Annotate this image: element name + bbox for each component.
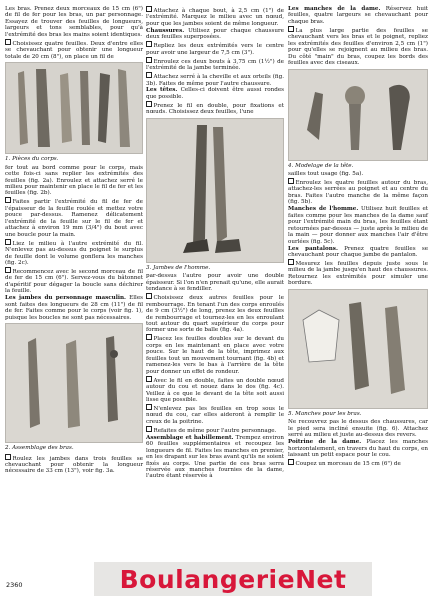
paragraph: Prenez le fil en double, pour fixations et nœuds. Choisissez deux feuilles, l'une — [146, 102, 284, 116]
figure-5-caption: 5. Manches pour les bras. — [288, 410, 362, 417]
paragraph: Celles-ci doivent être aussi rondes que possible. — [146, 87, 284, 100]
paragraph: La plus large partie des feuilles se chevauchant vers les bras et le poignet, repliez les extrémités des feuilles d'environ 2,5 cm (1") pour qu'elles se rejoignent au milieu des bras. Du côté "main" du bras, coupez les bords des feuilles avec des ciseaux. — [288, 27, 428, 67]
watermark-text: BoulangerieNet — [119, 564, 347, 594]
paragraph: Trempez environ 60 feuilles supplémentaires et recoupez les longueurs de fil. Faites les manches en premier, en les drapant sur les bras avant qu'ils ne soient fixés au corps. Une partie de ces bras serra réservée aux manches fournies de la dame, l'autre étant réservée à — [146, 434, 284, 480]
paragraph: Prenez quatre feuilles se chevauchant pour chaque jambe de pantalon. — [288, 245, 429, 259]
head-modelling-illustration — [289, 70, 428, 160]
checkbox-icon — [5, 39, 11, 45]
checkbox-icon — [5, 267, 11, 273]
text-column-left — [5, 6, 143, 475]
paragraph: Refaites de même pour l'autre personnage. — [153, 427, 277, 434]
paragraph: Recommencez avec le second morceau de fil de fer de 15 cm (6"). Servez-vous du bâtonnet d'apéritif pour dégager la boucle sans déchirer la feuille. — [5, 268, 143, 295]
paragraph: Coupez un morceau de 15 cm (6") de — [295, 461, 401, 467]
paragraph: Réservez huit feuilles, quatre largeurs se chevauchant pour chaque bras. — [288, 6, 428, 25]
section-heading: Les jambes du personnage masculin. — [5, 295, 127, 302]
section-heading: Les pantalons. — [288, 245, 338, 252]
paragraph: Placez les feuilles doubles sur le devant du corps en les maintenant en place avec votre pouce. Sur le haut de la tête, imprimez aux feuilles tout un mouvement tournant (fig. 4b) et ramenez-les vers le bas à l'arrière de la tête pour donner un effet de rondeur. — [146, 336, 284, 375]
paragraph: Elles sont faites des longueurs de 28 cm (11") de fil de fer. Faites comme pour le corps (voir fig. 1), puisque les boucles ne sont pas nécessaires. — [5, 295, 144, 321]
figure-1-caption: 1. Pièces du corps. — [5, 156, 59, 163]
sleeves-illustration — [289, 290, 428, 408]
paragraph: Utilisez huit feuilles et faites comme pour les manches de la dame sauf pour l'extrémité main du bras, les feuilles étant retournées par-dessus — juste après le milieu de la main — pour donner aux manches l'air d'être ourlées (fig. 5c). — [288, 206, 429, 245]
checkbox-icon — [146, 101, 152, 107]
arm-assembly-illustration — [6, 324, 143, 442]
man-legs-illustration — [147, 119, 284, 262]
figure-3-caption: 3. Jambes de l'homme. — [146, 264, 211, 271]
checkbox-icon — [146, 293, 152, 299]
paragraph: Repliez les deux extrémités vers le centre pour avoir une largeur de 7,5 cm (3"). — [146, 43, 284, 56]
checkbox-icon — [146, 376, 152, 382]
paragraph: Liez le milieu à l'autre extrémité du fil. N'enlevez pas au-dessus du poignet le surplus de feuille dont le volume gonflera les manches (fig. 2c). — [5, 240, 143, 266]
section-heading: Les manches de la dame. — [288, 6, 381, 12]
checkbox-icon — [288, 26, 294, 32]
figure-5-photo — [288, 289, 428, 409]
paragraph: fer tout au bord comme pour le corps, mais cette fois-ci sans replier les extrémités des feuilles (fig. 2a). Enroulez et attachez serré le milieu pour maintenir en place le fil de fer et les feuilles (fig. 2b). — [5, 164, 143, 197]
checkbox-icon — [5, 454, 11, 460]
text-column-right — [288, 6, 428, 468]
watermark-logo — [94, 562, 372, 596]
section-heading: Les têtes. — [146, 87, 178, 94]
checkbox-icon — [146, 72, 152, 78]
checkbox-icon — [5, 197, 11, 203]
paragraph: Ne recouvrez pas le dessus des chaussures, car le pied sera incliné ensuite (fig. 6). Attachez serré au milieu et juste au-dessus des revers. — [288, 419, 428, 439]
paragraph: sailles tout usage (fig. 5a). — [288, 171, 364, 178]
paragraph: Enroulez les quatre feuilles autour du bras, attachez-les serrées au poignet et au centre du bras. Faites l'autre manche de la même façon (fig. 5b). — [288, 180, 428, 206]
figure-1-photo — [5, 62, 143, 154]
paragraph: Placez les manches horizontalement, en travers du haut du corps, en laissant un petit espace pour le cou. — [288, 439, 428, 459]
checkbox-icon — [146, 334, 152, 340]
checkbox-icon — [146, 404, 152, 410]
section-heading: Manches de l'homme. — [288, 206, 359, 213]
paragraph: Attachez à chaque bout, à 2,5 cm (1") de l'extrémité. Marquez le milieu avec un nœud, pour que les jambes soient de même longueur. — [146, 8, 284, 27]
paragraph: Enroulez ces deux bouts à 3,75 cm (1½") de l'extrémité de la jambe terminée. — [146, 58, 284, 72]
paragraph: Utilisez pour chaque chaussure deux feuilles superposées. — [146, 27, 284, 41]
section-heading: Chaussures. — [146, 27, 185, 34]
paragraph: Faites partir l'extrémité du fil de fer de l'épaisseur de la feuille roulée et mettez votre pouce par-dessus. Ramenez délicatement l'extrémité de la feuille sur le fil de fer et attachez à environ 19 mm (3/4") du bout avec une boucle pour la main. — [5, 199, 143, 238]
checkbox-icon — [288, 259, 294, 265]
figure-4-photo — [288, 69, 428, 161]
figure-4-caption: 4. Modelage de la tête. — [288, 162, 354, 169]
paragraph: Mesurez les feuilles depuis juste sous le milieu de la jambe jusqu'en haut des chaussures. Retournez les extrémités pour simuler une bordure. — [288, 260, 428, 287]
paragraph: N'enlevez pas les feuilles en trop sous le nœud du cou, car elles aideront à remplir le creux de la poitrine. — [146, 405, 284, 425]
arms-paragraph: Les bras. Prenez deux morceaux de 15 cm (6") de fil de fer pour les bras, un par personnage. Essayez de trouver des feuilles de longueurs, largeurs et tons semblables, pour qu'à l'extrémité des bras les mains soient identiques. — [5, 6, 143, 38]
checkbox-icon — [146, 6, 152, 12]
paragraph: Choisissez deux autres feuilles pour le rembourrage. En tenant l'un des corps enroulés de 9 cm (3½") de long, prenez les deux feuilles de rembourrage et tournez-les en les enroulant tout autour du quart supérieur du corps pour former une sorte de balle (fig. 4a). — [146, 295, 284, 334]
paragraph: Roulez les jambes dans trois feuilles se chevauchant pour obtenir la longueur nécessaire de 33 cm (13"), voir fig. 3a. — [5, 455, 143, 475]
checkbox-icon — [146, 57, 152, 63]
paragraph: Avec le fil en double, faites un double nœud autour du cou et nouez dans le dos (fig. 4c). Veillez à ce que le devant de la tête soit aussi lisse que possible. — [146, 377, 284, 403]
checkbox-icon — [146, 41, 152, 47]
checkbox-icon — [288, 459, 294, 465]
section-heading: Assemblage et habillement. — [146, 434, 234, 441]
paragraph: par-dessus l'autre pour avoir une double épaisseur. Si l'on n'en prenait qu'une, elle aurait tendance à se fendiller. — [146, 273, 284, 293]
checkbox-icon — [288, 178, 294, 184]
checkbox-icon — [5, 239, 11, 245]
page-number: 2360 — [6, 581, 23, 589]
figure-3-photo — [146, 118, 284, 263]
figure-2-caption: 2. Assemblage des bras. — [5, 445, 74, 452]
text-column-middle — [146, 6, 284, 480]
leaf-pieces-illustration — [6, 63, 143, 153]
paragraph: Choisissez quatre feuilles. Deux d'entre elles se chevauchant pour obtenir une longueur totale de 20 cm (8"), on place un fil de — [5, 40, 143, 60]
figure-2-photo — [5, 323, 143, 443]
section-heading: Poitrine de la dame. — [288, 439, 362, 446]
paragraph: Attachez serré à la cheville et aux orteils (fig. 3b). Faites de même pour l'autre chaussure. — [146, 74, 284, 87]
checkbox-icon — [146, 426, 152, 432]
